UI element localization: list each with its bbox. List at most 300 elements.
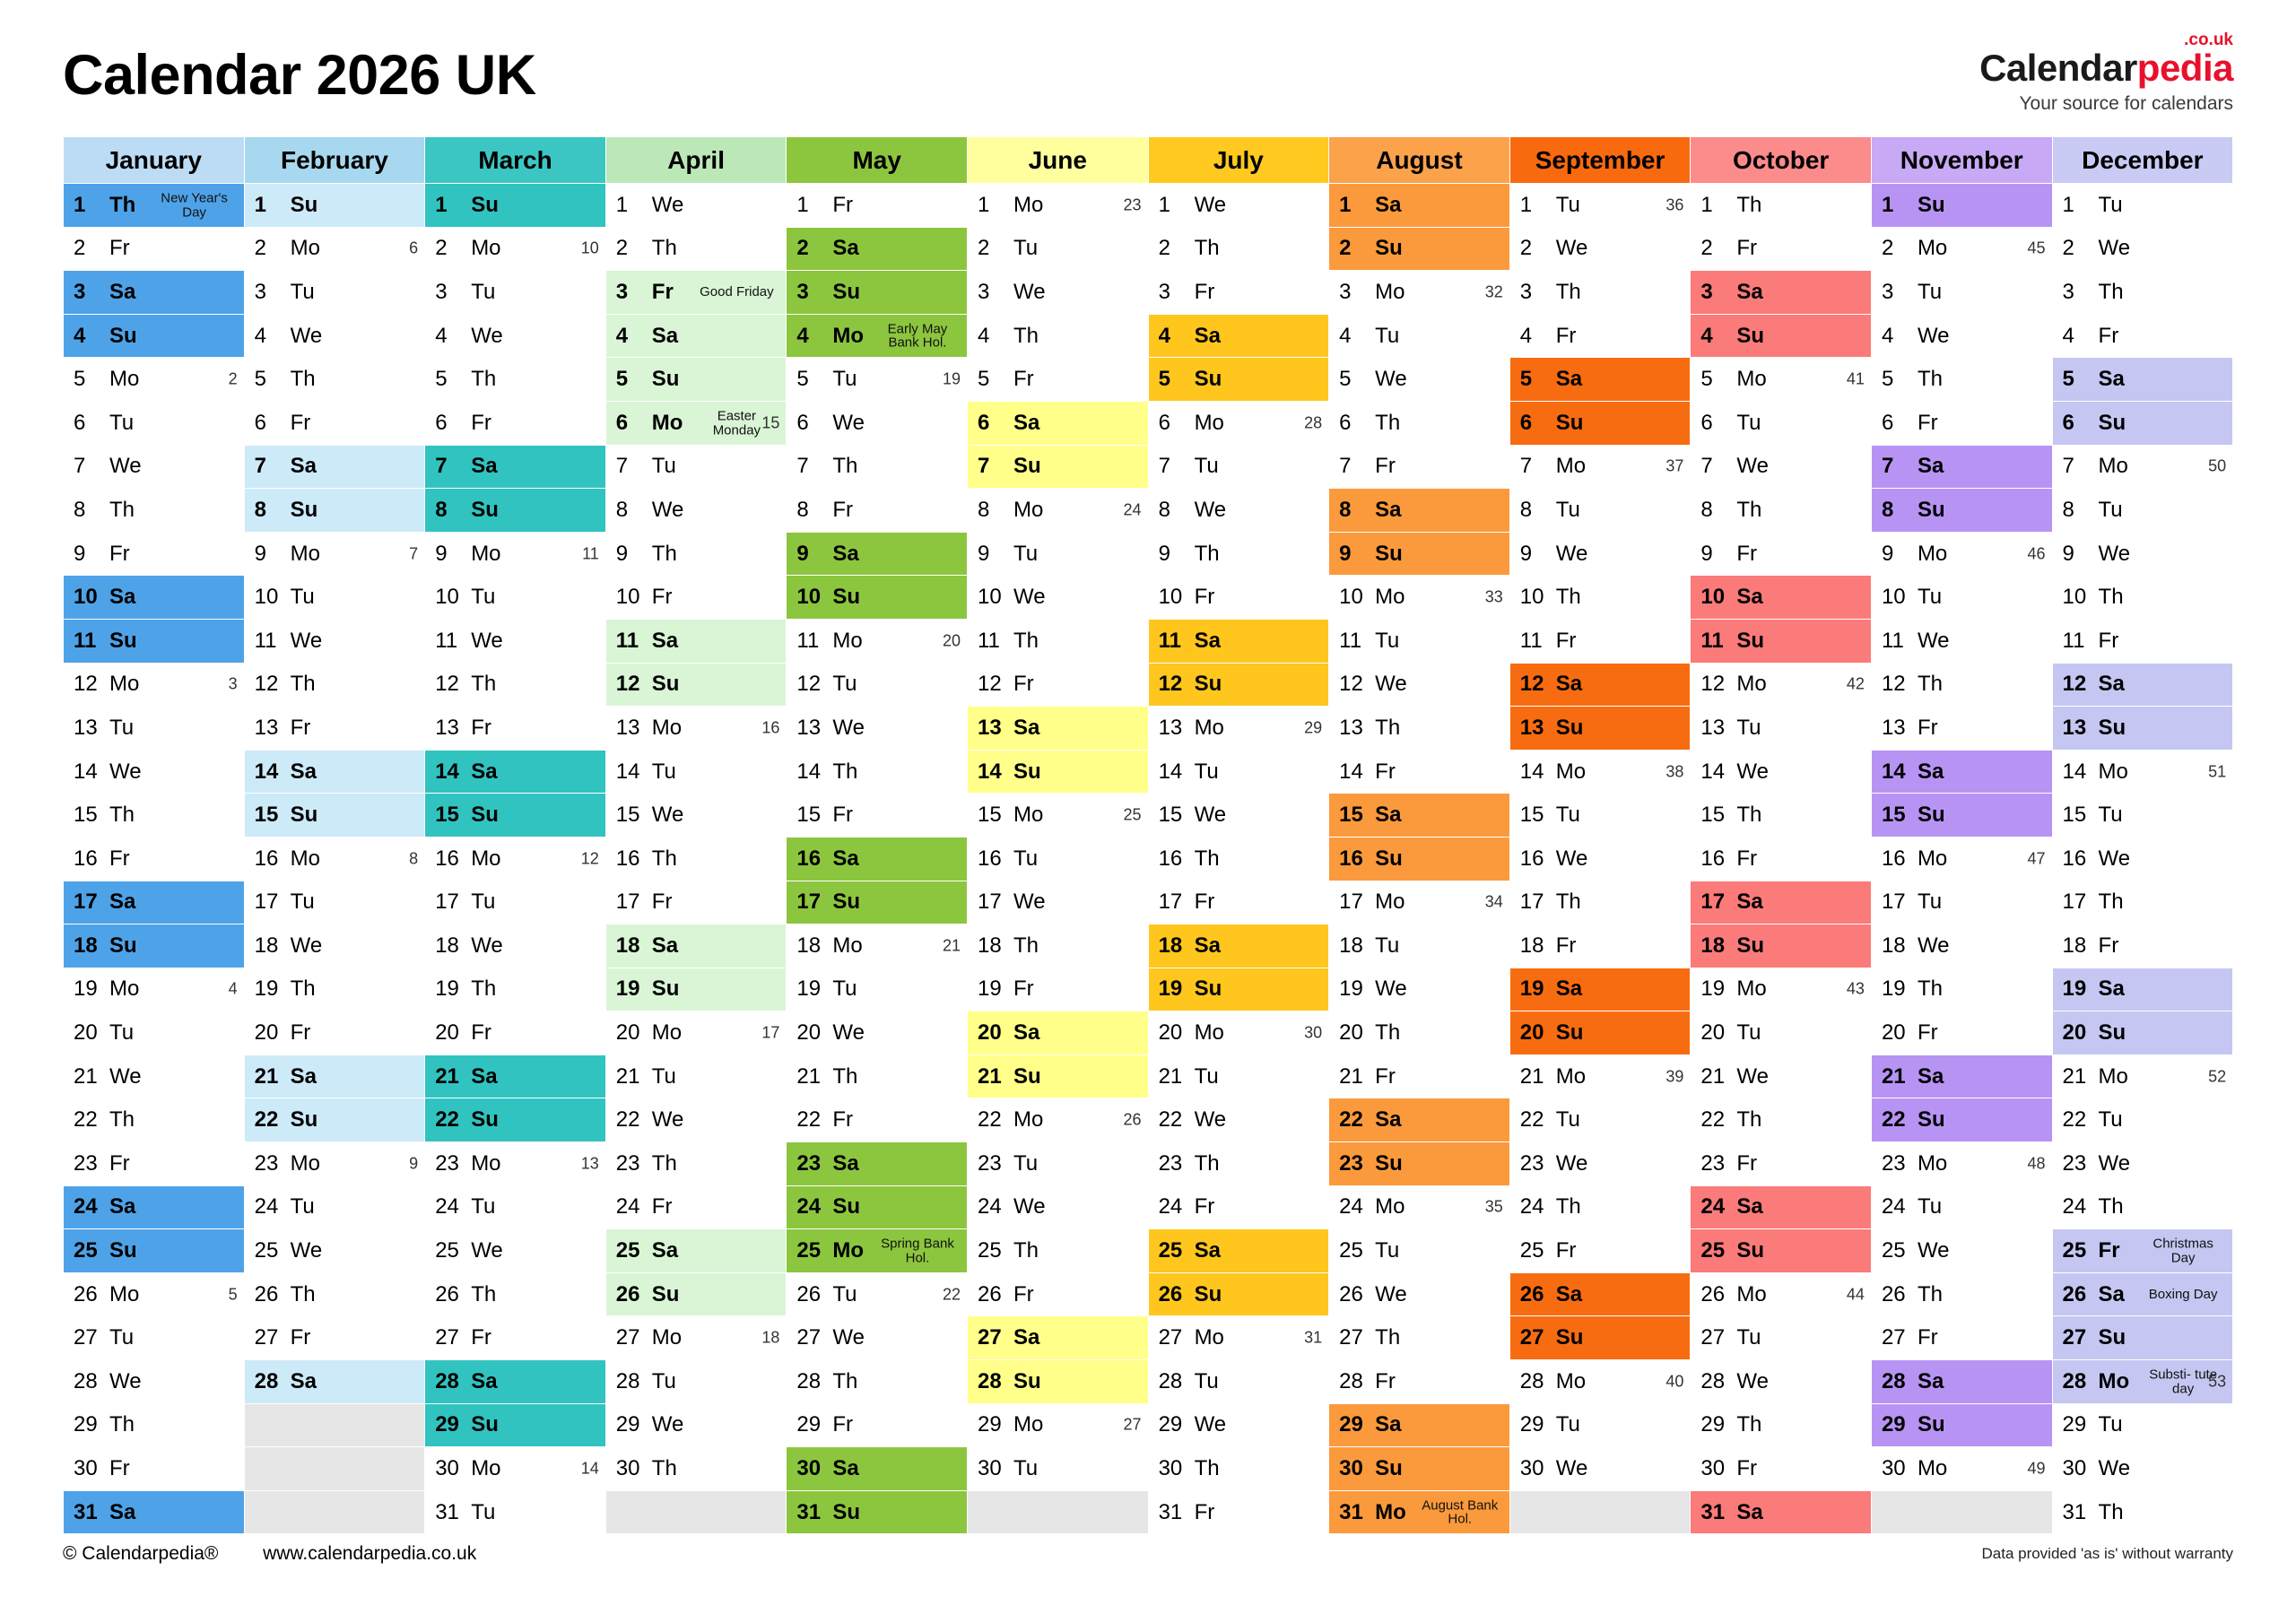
day-number: 1: [1519, 192, 1533, 217]
day-cell: [1148, 401, 1329, 445]
day-cell-content: [1329, 402, 1509, 445]
day-weekday: Sa: [832, 1456, 859, 1481]
day-number: 9: [615, 541, 629, 566]
day-weekday: Sa: [651, 933, 679, 958]
day-cell-content: [606, 968, 787, 1011]
day-number: 9: [74, 541, 86, 566]
day-cell: [425, 1185, 606, 1229]
day-cell: [1148, 1272, 1329, 1316]
day-weekday: Th: [1736, 803, 1762, 828]
day-number: 5: [977, 367, 990, 392]
day-weekday: We: [1375, 976, 1407, 1002]
day-number: 21: [1881, 1063, 1906, 1089]
day-weekday: Th: [1917, 672, 1943, 697]
day-cell: [64, 750, 245, 794]
day-number: 17: [1158, 890, 1183, 915]
day-cell-content: [1691, 533, 1871, 576]
day-weekday: Tu: [1375, 1238, 1400, 1263]
day-number: 6: [977, 410, 990, 435]
page-title: Calendar 2026 UK: [63, 44, 536, 107]
day-weekday: Su: [651, 367, 680, 392]
day-weekday: Su: [290, 192, 318, 217]
day-number: 30: [2062, 1456, 2087, 1481]
day-cell: [1871, 1055, 2052, 1098]
day-cell-content: [64, 1142, 244, 1185]
day-number: 10: [435, 585, 459, 610]
day-number: 9: [1519, 541, 1533, 566]
day-cell-content: [245, 271, 425, 314]
day-cell: [967, 881, 1148, 924]
day-cell-content: [606, 1447, 787, 1490]
day-cell: [425, 881, 606, 924]
day-cell-content: [425, 533, 605, 576]
day-weekday: Sa: [1375, 497, 1402, 522]
day-cell: [1329, 358, 1510, 402]
day-cell-content: [787, 1229, 967, 1272]
day-cell-content: [787, 1011, 967, 1055]
day-cell-content: [2053, 1011, 2233, 1055]
day-weekday: Sa: [1194, 1238, 1221, 1263]
day-cell-content: [1510, 1098, 1691, 1141]
day-cell-content: [1510, 1447, 1691, 1490]
day-cell-content: [968, 1404, 1148, 1447]
week-number: 23: [1123, 195, 1142, 214]
day-weekday: We: [1917, 1238, 1950, 1263]
calendar-week-row: [64, 1403, 2233, 1447]
day-weekday: Su: [1194, 672, 1222, 697]
day-cell: [425, 837, 606, 881]
week-number: 31: [1304, 1328, 1323, 1347]
day-cell: [787, 794, 968, 838]
day-cell-content: [1329, 1360, 1509, 1403]
day-cell-content: [1149, 924, 1329, 968]
day-cell-content: [1149, 1229, 1329, 1272]
day-cell-content: [1872, 446, 2052, 489]
day-cell: [1509, 314, 1691, 358]
day-number: 6: [1881, 410, 1894, 435]
day-cell: [1148, 1011, 1329, 1055]
day-number: 17: [254, 890, 279, 915]
day-weekday: We: [1194, 803, 1227, 828]
day-weekday: Th: [109, 803, 135, 828]
day-number: 22: [1881, 1107, 1906, 1133]
day-weekday: Fr: [1375, 1368, 1396, 1393]
day-weekday: Fr: [109, 236, 130, 261]
day-cell: [1148, 489, 1329, 533]
day-weekday: Th: [1375, 410, 1401, 435]
day-cell-content: [606, 664, 787, 707]
day-weekday: Su: [109, 1238, 137, 1263]
day-weekday: Mo: [1917, 541, 1948, 566]
day-cell: [787, 1447, 968, 1491]
day-cell-content: [1691, 1447, 1871, 1490]
day-cell: [605, 1229, 787, 1273]
day-cell: [425, 1360, 606, 1404]
day-cell: [425, 576, 606, 620]
day-cell: [2052, 489, 2233, 533]
day-number: 12: [435, 672, 459, 697]
day-number: 22: [615, 1107, 640, 1133]
day-cell-content: [2053, 1186, 2233, 1229]
day-cell: [787, 271, 968, 315]
day-number: 2: [1519, 236, 1533, 261]
day-cell: [1509, 576, 1691, 620]
day-cell-content: [787, 446, 967, 489]
day-cell-content: [2053, 184, 2233, 227]
day-number: 25: [1881, 1238, 1906, 1263]
day-cell-content: [787, 664, 967, 707]
day-weekday: Tu: [1194, 759, 1219, 784]
day-cell: [1871, 1142, 2052, 1186]
day-cell: [1329, 1142, 1510, 1186]
day-cell: [967, 924, 1148, 968]
day-cell-content: [1691, 1491, 1871, 1534]
calendar-week-row: [64, 184, 2233, 228]
day-cell: [64, 837, 245, 881]
day-cell: [244, 663, 425, 707]
day-weekday: Mo: [651, 410, 683, 435]
day-cell: [605, 445, 787, 489]
day-cell: [1329, 1360, 1510, 1404]
day-cell-content: [425, 1404, 605, 1447]
day-cell-content: [1149, 184, 1329, 227]
day-number: 9: [2062, 541, 2074, 566]
day-number: 2: [1158, 236, 1170, 261]
day-number: 27: [1881, 1325, 1906, 1350]
day-cell: [2052, 837, 2233, 881]
day-cell: [2052, 924, 2233, 968]
calendar-week-row: [64, 663, 2233, 707]
day-number: 21: [977, 1063, 1002, 1089]
day-cell-content: [1691, 1316, 1871, 1359]
day-weekday: We: [2098, 541, 2131, 566]
day-cell-content: [1149, 358, 1329, 401]
day-number: 21: [615, 1063, 640, 1089]
day-weekday: Tu: [1917, 279, 1943, 304]
day-weekday: Su: [2098, 715, 2126, 740]
day-number: 18: [796, 933, 822, 958]
day-number: 30: [796, 1456, 822, 1481]
week-number: 10: [580, 239, 599, 257]
day-cell-content: [1329, 533, 1509, 576]
day-cell: [425, 271, 606, 315]
day-number: 28: [254, 1368, 279, 1393]
day-cell: [787, 1403, 968, 1447]
empty-cell: [605, 1490, 787, 1534]
day-weekday: Tu: [1194, 1063, 1219, 1089]
week-number: 42: [1846, 674, 1865, 693]
day-number: 1: [1881, 192, 1894, 217]
week-number: 37: [1665, 456, 1684, 475]
day-number: 2: [2062, 236, 2074, 261]
day-weekday: Su: [109, 933, 137, 958]
day-cell: [967, 184, 1148, 228]
day-cell: [1329, 314, 1510, 358]
day-weekday: We: [471, 628, 503, 653]
week-number: 48: [2027, 1154, 2046, 1173]
week-number: 46: [2027, 544, 2046, 563]
day-weekday: Mo: [1013, 1412, 1044, 1437]
day-weekday: Sa: [1555, 672, 1583, 697]
day-cell: [1329, 881, 1510, 924]
day-weekday: Su: [651, 1281, 680, 1306]
day-weekday: We: [1736, 759, 1769, 784]
day-weekday: Fr: [1555, 1238, 1577, 1263]
day-weekday: Sa: [109, 585, 136, 610]
day-cell: [967, 1272, 1148, 1316]
day-cell-content: [968, 794, 1148, 837]
day-weekday: Sa: [1917, 759, 1944, 784]
day-cell-content: [1149, 402, 1329, 445]
day-cell-content: [1872, 1404, 2052, 1447]
day-cell: [64, 227, 245, 271]
day-cell-content: [245, 315, 425, 358]
day-cell: [1691, 794, 1872, 838]
day-number: 27: [977, 1325, 1002, 1350]
day-number: 17: [977, 890, 1002, 915]
day-cell-content: [425, 1316, 605, 1359]
day-cell-content: [1510, 707, 1691, 750]
day-weekday: Su: [1555, 1325, 1584, 1350]
day-cell-content: [64, 1273, 244, 1316]
day-cell: [425, 1403, 606, 1447]
day-weekday: Su: [651, 672, 680, 697]
brand-name-red: pedia: [2136, 47, 2233, 89]
day-cell: [1871, 1447, 2052, 1491]
day-cell: [1871, 401, 2052, 445]
day-number: 10: [796, 585, 822, 610]
day-cell: [1509, 663, 1691, 707]
day-cell: [787, 184, 968, 228]
day-weekday: Su: [290, 1107, 318, 1133]
day-number: 6: [1700, 410, 1713, 435]
day-weekday: We: [290, 628, 323, 653]
day-cell-content: [606, 924, 787, 968]
empty-cell: [244, 1403, 425, 1447]
day-cell: [64, 358, 245, 402]
day-cell-content: [1691, 358, 1871, 401]
day-cell-content: [425, 838, 605, 881]
day-weekday: We: [290, 323, 323, 348]
day-cell: [1148, 1185, 1329, 1229]
day-cell-content: [968, 1316, 1148, 1359]
day-number: 26: [796, 1281, 822, 1306]
day-weekday: Fr: [1917, 410, 1938, 435]
day-weekday: Fr: [1555, 323, 1577, 348]
day-cell-content: [606, 881, 787, 924]
day-number: 15: [2062, 803, 2087, 828]
day-number: 1: [1700, 192, 1713, 217]
day-cell: [1871, 1403, 2052, 1447]
day-cell-content: [1329, 968, 1509, 1011]
day-number: 12: [615, 672, 640, 697]
week-number: 18: [761, 1328, 780, 1347]
day-cell-content: [606, 1360, 787, 1403]
day-number: 9: [977, 541, 990, 566]
day-cell: [244, 1011, 425, 1055]
day-weekday: Su: [1013, 1063, 1041, 1089]
day-cell-content: [64, 1316, 244, 1359]
day-number: 3: [1158, 279, 1170, 304]
day-weekday: Tu: [290, 890, 315, 915]
month-header-row: [64, 137, 2233, 184]
day-number: 4: [1339, 323, 1352, 348]
week-number: 39: [1665, 1067, 1684, 1086]
day-cell-content: [606, 1186, 787, 1229]
day-cell: [787, 227, 968, 271]
day-weekday: Fr: [832, 497, 854, 522]
day-weekday: We: [1736, 1063, 1769, 1089]
day-cell-content: [1691, 1229, 1871, 1272]
day-number: 3: [254, 279, 266, 304]
calendarpedia-logo: [1979, 30, 2233, 115]
day-cell-content: [1510, 968, 1691, 1011]
day-weekday: Fr: [1194, 1499, 1215, 1524]
day-cell-content: [1510, 489, 1691, 532]
day-cell: [967, 1316, 1148, 1360]
day-weekday: Tu: [832, 1281, 857, 1306]
day-weekday: Tu: [1555, 497, 1580, 522]
day-weekday: Fr: [290, 1325, 311, 1350]
day-number: 4: [796, 323, 809, 348]
day-number: 3: [1700, 279, 1713, 304]
day-cell-content: [1149, 228, 1329, 271]
day-cell: [1148, 1098, 1329, 1142]
day-cell: [244, 837, 425, 881]
day-cell-content: [425, 664, 605, 707]
day-cell-content: [1872, 664, 2052, 707]
day-number: 13: [435, 715, 459, 740]
day-weekday: Tu: [1375, 933, 1400, 958]
day-cell-content: [425, 184, 605, 227]
day-weekday: Mo: [651, 1325, 683, 1350]
day-weekday: Th: [651, 846, 677, 871]
day-cell-content: [1329, 1447, 1509, 1490]
day-cell: [425, 1229, 606, 1273]
day-number: 26: [1158, 1281, 1183, 1306]
day-weekday: Fr: [1194, 585, 1215, 610]
day-weekday: We: [1555, 1456, 1588, 1481]
day-number: 27: [1700, 1325, 1726, 1350]
day-weekday: Fr: [1013, 1281, 1034, 1306]
day-cell-content: [1329, 1491, 1509, 1534]
day-cell: [605, 1011, 787, 1055]
day-weekday: Th: [651, 1150, 677, 1176]
day-weekday: Th: [471, 367, 497, 392]
day-number: 7: [1700, 454, 1713, 479]
day-cell-content: [787, 1447, 967, 1490]
day-weekday: Th: [832, 759, 858, 784]
day-number: 10: [74, 585, 98, 610]
day-number: 31: [1158, 1499, 1183, 1524]
day-cell-content: [2053, 576, 2233, 619]
day-cell: [1148, 184, 1329, 228]
day-weekday: We: [109, 454, 142, 479]
day-weekday: Tu: [651, 1063, 676, 1089]
day-cell: [1148, 227, 1329, 271]
day-weekday: Tu: [1375, 628, 1400, 653]
day-weekday: Tu: [290, 279, 315, 304]
day-cell-content: [245, 968, 425, 1011]
day-weekday: Su: [1194, 976, 1222, 1002]
day-cell-content: [1510, 1229, 1691, 1272]
day-cell-content: [1691, 707, 1871, 750]
day-cell-content: [1872, 1447, 2052, 1490]
day-weekday: Mo: [832, 1238, 865, 1263]
day-cell: [1871, 968, 2052, 1011]
day-number: 10: [1700, 585, 1726, 610]
day-weekday: Su: [1013, 454, 1041, 479]
footer-website[interactable]: www.calendarpedia.co.uk: [263, 1543, 477, 1565]
day-weekday: Fr: [1917, 715, 1938, 740]
day-cell: [1691, 1142, 1872, 1186]
day-cell: [1691, 1098, 1872, 1142]
day-number: 29: [977, 1412, 1002, 1437]
day-cell: [1871, 619, 2052, 663]
day-cell: [787, 1098, 968, 1142]
day-cell-content: [1329, 315, 1509, 358]
day-number: 19: [1339, 976, 1363, 1002]
day-cell-content: [1149, 271, 1329, 314]
day-number: 26: [1519, 1281, 1544, 1306]
day-cell-content: [245, 881, 425, 924]
day-cell: [1329, 1055, 1510, 1098]
day-number: 22: [1700, 1107, 1726, 1133]
day-weekday: Fr: [832, 192, 854, 217]
day-weekday: Mo: [832, 933, 863, 958]
day-number: 15: [1881, 803, 1906, 828]
day-number: 8: [1881, 497, 1894, 522]
day-number: 28: [1339, 1368, 1363, 1393]
day-cell-content: [1691, 402, 1871, 445]
day-cell-content: [606, 1011, 787, 1055]
day-cell-content: [1149, 576, 1329, 619]
day-cell-content: [1691, 1404, 1871, 1447]
day-number: 8: [435, 497, 448, 522]
day-cell-content: [606, 1316, 787, 1359]
day-cell: [605, 619, 787, 663]
day-number: 20: [1339, 1020, 1363, 1046]
day-cell-content: [787, 1186, 967, 1229]
day-number: 5: [1339, 367, 1352, 392]
day-weekday: We: [651, 803, 684, 828]
day-cell: [1509, 1447, 1691, 1491]
day-number: 28: [1158, 1368, 1183, 1393]
day-cell-content: [1872, 489, 2052, 532]
day-weekday: Su: [1917, 497, 1945, 522]
day-weekday: Th: [1194, 541, 1220, 566]
day-number: 2: [977, 236, 990, 261]
day-number: 16: [977, 846, 1002, 871]
day-weekday: Fr: [1375, 1063, 1396, 1089]
day-cell: [425, 1447, 606, 1491]
day-cell-content: [1510, 271, 1691, 314]
day-cell-content: [245, 446, 425, 489]
day-cell: [425, 707, 606, 751]
day-weekday: Sa: [1736, 890, 1763, 915]
day-weekday: Th: [109, 497, 135, 522]
day-cell-content: [2053, 707, 2233, 750]
day-number: 8: [796, 497, 809, 522]
day-number: 20: [1519, 1020, 1544, 1046]
day-number: 5: [1700, 367, 1713, 392]
day-cell-content: [787, 1404, 967, 1447]
day-cell: [2052, 707, 2233, 751]
day-number: 2: [74, 236, 86, 261]
day-cell: [1691, 184, 1872, 228]
day-weekday: Su: [2098, 1325, 2126, 1350]
day-number: 7: [74, 454, 86, 479]
